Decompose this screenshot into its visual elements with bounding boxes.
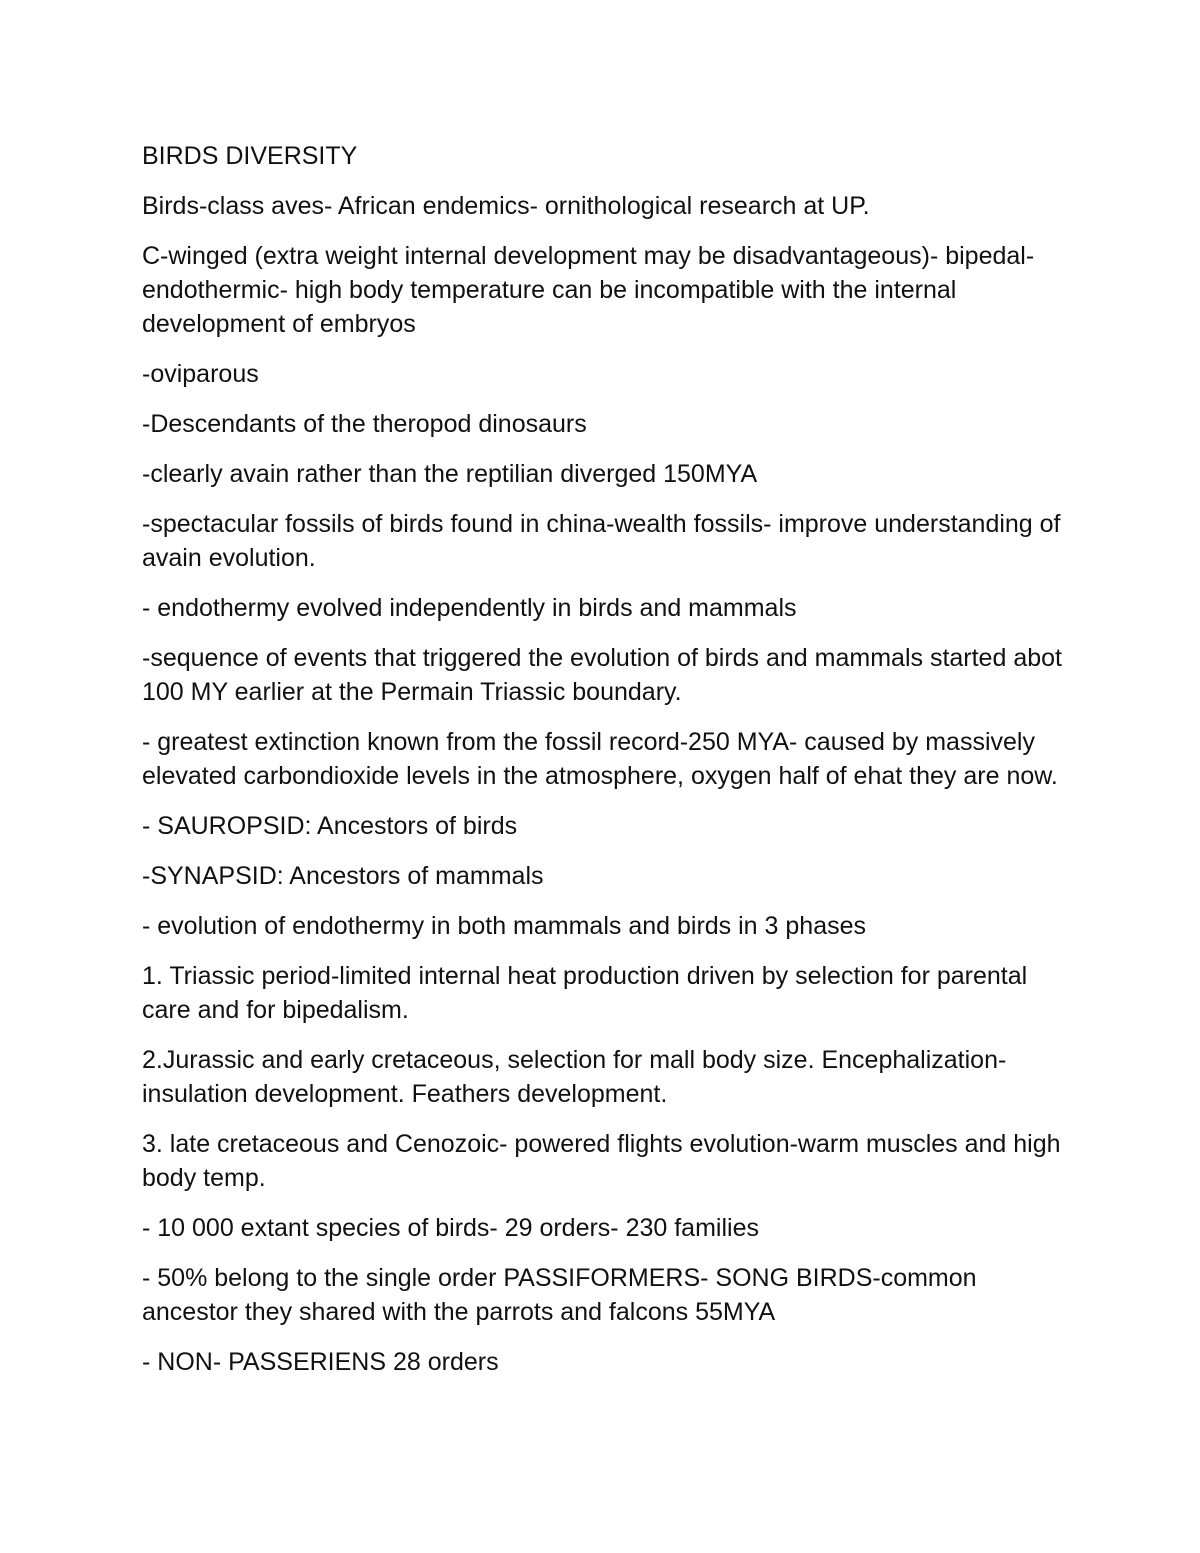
- paragraph-passiformers: - 50% belong to the single order PASSIFORMERS- SONG BIRDS-common ancestor they shared with the parrots and falcons 55MYA: [142, 1264, 977, 1326]
- paragraph-avian-divergence: -clearly avain rather than the reptilian diverged 150MYA: [142, 460, 758, 488]
- paragraph-greatest-extinction: - greatest extinction known from the fossil record-250 MYA- caused by massively elevated carbondioxide levels in the atmosphere, oxygen half of ehat they are now.: [142, 728, 1058, 790]
- paragraph-sauropsid: - SAUROPSID: Ancestors of birds: [142, 812, 518, 840]
- paragraph-oviparous: -oviparous: [142, 360, 259, 388]
- paragraph-non-passeriens: - NON- PASSERIENS 28 orders: [142, 1348, 499, 1376]
- paragraph-class-aves: Birds-class aves- African endemics- ornithological research at UP.: [142, 192, 870, 220]
- paragraph-permian-triassic: -sequence of events that triggered the evolution of birds and mammals started abot 100 MY earlier at the Permain Triassic boundary.: [142, 644, 1062, 706]
- paragraph-extant-species: - 10 000 extant species of birds- 29 orders- 230 families: [142, 1214, 759, 1242]
- paragraph-phase-2: 2.Jurassic and early cretaceous, selection for mall body size. Encephalization-insulation development. Feathers development.: [142, 1046, 1007, 1108]
- paragraph-phase-1: 1. Triassic period-limited internal heat production driven by selection for parental care and for bipedalism.: [142, 962, 1028, 1024]
- paragraph-theropod-descendants: -Descendants of the theropod dinosaurs: [142, 410, 587, 438]
- paragraph-endothermy-independent: - endothermy evolved independently in birds and mammals: [142, 594, 797, 622]
- paragraph-synapsid: -SYNAPSID: Ancestors of mammals: [142, 862, 544, 890]
- document-title: BIRDS DIVERSITY: [142, 142, 358, 170]
- paragraph-winged-bipedal: C-winged (extra weight internal development may be disadvantageous)- bipedal- endothermic- high body temperature can be incompatible with the internal development of embryos: [142, 242, 1035, 338]
- paragraph-phase-3: 3. late cretaceous and Cenozoic- powered flights evolution-warm muscles and high body temp.: [142, 1130, 1061, 1192]
- paragraph-china-fossils: -spectacular fossils of birds found in china-wealth fossils- improve understanding of avain evolution.: [142, 510, 1061, 572]
- document-body: [142, 139, 1072, 1395]
- paragraph-three-phases: - evolution of endothermy in both mammals and birds in 3 phases: [142, 912, 866, 940]
